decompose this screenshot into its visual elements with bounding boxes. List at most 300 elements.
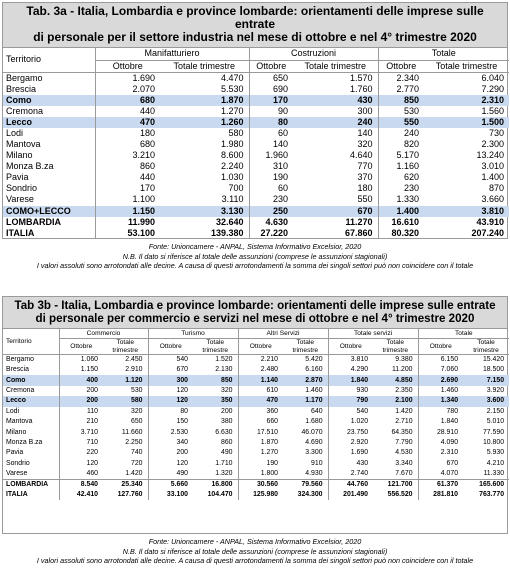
cell: 2.250 bbox=[125, 438, 143, 446]
rounding-note: I valori assoluti sono arrotondati alle decine. A causa di questi arrotondamenti la somma dei singoli settori può non coincidere con il totale bbox=[36, 556, 474, 565]
cell: 650 bbox=[249, 72, 293, 84]
cell: 25.340 bbox=[103, 479, 148, 490]
table-3b-notes bbox=[0, 537, 510, 566]
sub-totale-trimestre: Totale trimestre bbox=[435, 60, 498, 71]
table-row-highlight bbox=[3, 206, 509, 217]
cell: 710 bbox=[59, 438, 103, 448]
cell: 4.070 bbox=[418, 469, 463, 480]
cell: 3.810 bbox=[424, 206, 509, 217]
cell: 3.340 bbox=[395, 459, 413, 467]
table-row-total bbox=[3, 479, 509, 490]
cell: 1.100 bbox=[95, 194, 160, 205]
cell: 10.800 bbox=[482, 438, 505, 446]
cell: 580 bbox=[228, 127, 244, 138]
sub-totale-trimestre: Totale trimestre bbox=[173, 60, 236, 71]
cell: 1.520 bbox=[193, 355, 238, 366]
row-label: Lecco bbox=[3, 117, 95, 128]
cell: 32.640 bbox=[215, 216, 244, 227]
cell: 400 bbox=[59, 375, 103, 385]
table-row bbox=[3, 427, 509, 437]
cell: 18.500 bbox=[482, 366, 505, 374]
group-turismo: Turismo bbox=[148, 329, 238, 339]
cell: 5.420 bbox=[283, 355, 328, 366]
cell: 550 bbox=[357, 194, 373, 205]
sub-totale-l1: Totale bbox=[296, 339, 315, 346]
cell: 1.460 bbox=[305, 386, 323, 394]
cell: 1.840 bbox=[418, 417, 463, 427]
table-row bbox=[3, 365, 509, 375]
table-row bbox=[3, 183, 509, 194]
sub-ottobre: Ottobre bbox=[95, 60, 160, 72]
cell: 320 bbox=[221, 386, 233, 394]
sub-totale-l2: trimestre bbox=[292, 346, 319, 354]
cell: 7.290 bbox=[481, 83, 504, 94]
cell: 140 bbox=[357, 127, 373, 138]
source-note: Fonte: Unioncamere - ANPAL, Sistema Informativo Excelsior, 2020 bbox=[148, 242, 362, 251]
cell: 470 bbox=[238, 396, 283, 406]
sub-ottobre: Ottobre bbox=[59, 339, 103, 355]
cell: 300 bbox=[357, 105, 373, 116]
cell: 4.690 bbox=[305, 438, 323, 446]
row-label: Bergamo bbox=[3, 355, 59, 366]
sub-ottobre: Ottobre bbox=[328, 339, 373, 355]
row-label: Brescia bbox=[6, 83, 37, 94]
row-label: Sondrio bbox=[6, 459, 30, 467]
cell: 4.630 bbox=[249, 217, 293, 228]
cell: 120 bbox=[148, 459, 193, 469]
cell: 310 bbox=[249, 161, 293, 172]
sub-totale-trimestre bbox=[103, 339, 148, 355]
cell: 490 bbox=[221, 449, 233, 457]
cell: 860 bbox=[221, 438, 233, 446]
sub-ottobre: Ottobre bbox=[418, 339, 463, 355]
cell: 1.140 bbox=[238, 375, 283, 385]
cell: 11.330 bbox=[483, 469, 505, 477]
cell: 27.220 bbox=[249, 228, 293, 239]
cell: 5.010 bbox=[486, 418, 505, 426]
cell: 740 bbox=[131, 449, 143, 457]
cell: 1.270 bbox=[238, 448, 283, 458]
cell: 2.130 bbox=[215, 366, 233, 374]
sub-totale-l1: Totale bbox=[477, 339, 495, 346]
table-3a bbox=[2, 2, 508, 239]
sub-totale-l1: Totale bbox=[386, 339, 405, 346]
cell: 1.870 bbox=[238, 438, 283, 448]
row-label: Milano bbox=[6, 150, 33, 161]
cell: 320 bbox=[131, 407, 143, 415]
group-manifatturiero: Manifatturiero bbox=[95, 48, 249, 60]
cell: 680 bbox=[95, 139, 160, 150]
cell: 230 bbox=[378, 183, 424, 194]
row-label: Como bbox=[3, 95, 95, 106]
sub-totale-trimestre: Totale trimestre bbox=[304, 60, 367, 71]
row-label: Mantova bbox=[6, 418, 33, 426]
table-row bbox=[3, 355, 509, 366]
cell: 1.020 bbox=[328, 417, 373, 427]
cell: 13.240 bbox=[476, 150, 504, 161]
cell: 80 bbox=[148, 407, 193, 417]
group-commercio: Commercio bbox=[59, 329, 148, 339]
table-3b bbox=[2, 296, 508, 534]
cell: 2.070 bbox=[95, 84, 160, 95]
cell: 3.920 bbox=[486, 386, 505, 394]
cell: 281.810 bbox=[418, 490, 463, 500]
cell: 4.210 bbox=[486, 459, 505, 467]
table-row-total bbox=[3, 228, 509, 239]
table-row bbox=[3, 172, 509, 183]
cell: 16.800 bbox=[193, 479, 238, 490]
cell: 240 bbox=[293, 117, 378, 128]
table-row bbox=[3, 459, 509, 469]
cell: 190 bbox=[238, 459, 283, 469]
cell: 9.380 bbox=[373, 355, 418, 366]
cell: 125.980 bbox=[238, 490, 283, 500]
cell: 3.600 bbox=[463, 396, 509, 406]
table-3a-title-line2: di personale per il settore industria nel mese di ottobre e nel 4° trimestre 2020 bbox=[33, 30, 477, 44]
cell: 1.870 bbox=[160, 95, 249, 106]
cell: 430 bbox=[293, 95, 378, 106]
cell: 121.700 bbox=[373, 479, 418, 490]
cell: 67.860 bbox=[344, 227, 373, 238]
table-3a-grid bbox=[3, 48, 509, 239]
cell: 650 bbox=[131, 418, 143, 426]
cell: 3.710 bbox=[59, 427, 103, 437]
cell: 2.350 bbox=[395, 386, 413, 394]
table-row bbox=[3, 128, 509, 139]
cell: 4.090 bbox=[418, 438, 463, 448]
group-totale: Totale bbox=[418, 329, 509, 339]
cell: 2.710 bbox=[395, 418, 413, 426]
cell: 2.210 bbox=[238, 355, 283, 366]
cell: 2.530 bbox=[148, 427, 193, 437]
cell: 180 bbox=[357, 183, 373, 194]
cell: 660 bbox=[238, 417, 283, 427]
cell: 670 bbox=[418, 459, 463, 469]
cell: 1.270 bbox=[220, 105, 244, 116]
sub-totale-l2: trimestre bbox=[473, 346, 499, 354]
cell: 700 bbox=[228, 183, 244, 194]
cell: 1.260 bbox=[160, 117, 249, 128]
cell: 170 bbox=[95, 183, 160, 194]
cell: 28.910 bbox=[418, 427, 463, 437]
cell: 80 bbox=[249, 117, 293, 128]
cell: 46.070 bbox=[301, 428, 323, 436]
cell: 3.110 bbox=[221, 194, 244, 205]
cell: 820 bbox=[378, 139, 424, 150]
cell: 200 bbox=[148, 448, 193, 458]
cell: 2.300 bbox=[481, 139, 504, 150]
table-3b-header-sub bbox=[3, 339, 509, 355]
cell: 340 bbox=[148, 438, 193, 448]
row-label: Milano bbox=[6, 428, 27, 436]
cell: 11.660 bbox=[121, 428, 143, 436]
row-label: Lodi bbox=[6, 127, 24, 138]
cell: 930 bbox=[328, 386, 373, 396]
col-territorio: Territorio bbox=[6, 338, 32, 345]
cell: 620 bbox=[378, 172, 424, 183]
cell: 4.470 bbox=[160, 72, 249, 84]
cell: 80.320 bbox=[378, 228, 424, 239]
cell: 670 bbox=[148, 365, 193, 375]
cell: 2.920 bbox=[328, 438, 373, 448]
cell: 2.240 bbox=[220, 161, 244, 172]
cell: 640 bbox=[311, 407, 323, 415]
cell: 1.320 bbox=[215, 469, 233, 477]
cell: 15.420 bbox=[463, 355, 509, 366]
cell: 430 bbox=[328, 459, 373, 469]
cell: 730 bbox=[488, 127, 504, 138]
cell: 460 bbox=[59, 469, 103, 480]
cell: 2.340 bbox=[378, 72, 424, 84]
cell: 110 bbox=[59, 407, 103, 417]
cell: 1.330 bbox=[378, 194, 424, 205]
cell: 60 bbox=[249, 183, 293, 194]
cell: 11.270 bbox=[345, 216, 373, 227]
cell: 210 bbox=[59, 417, 103, 427]
cell: 44.760 bbox=[328, 479, 373, 490]
cell: 1.160 bbox=[378, 161, 424, 172]
row-label: Cremona bbox=[6, 386, 35, 394]
cell: 16.610 bbox=[378, 217, 424, 228]
cell: 2.690 bbox=[418, 375, 463, 385]
row-label: Sondrio bbox=[6, 183, 38, 194]
table-3b-body bbox=[3, 355, 509, 501]
cell: 6.150 bbox=[418, 355, 463, 366]
sub-ottobre: Ottobre bbox=[238, 339, 283, 355]
cell: 150 bbox=[148, 417, 193, 427]
cell: 3.300 bbox=[305, 449, 323, 457]
table-row-highlight bbox=[3, 396, 509, 406]
table-row bbox=[3, 194, 509, 205]
cell: 4.290 bbox=[328, 365, 373, 375]
cell: 540 bbox=[328, 407, 373, 417]
table-3b-header-groups bbox=[3, 329, 509, 339]
cell: 1.060 bbox=[59, 355, 103, 366]
cell: 5.530 bbox=[220, 83, 244, 94]
cell: 1.760 bbox=[349, 83, 373, 94]
cell: 120 bbox=[148, 386, 193, 396]
cell: 870 bbox=[488, 183, 504, 194]
cell: 1.680 bbox=[305, 418, 323, 426]
cell: 380 bbox=[221, 418, 233, 426]
row-label: Brescia bbox=[6, 366, 29, 374]
row-label: Como bbox=[3, 375, 59, 385]
sub-ottobre: Ottobre bbox=[378, 60, 424, 72]
cell: 580 bbox=[103, 396, 148, 406]
table-3a-title bbox=[3, 3, 507, 48]
cell: 1.400 bbox=[378, 206, 424, 217]
sub-totale-l1: Totale bbox=[116, 339, 135, 346]
row-label: Lodi bbox=[6, 407, 20, 415]
cell: 1.030 bbox=[220, 172, 244, 183]
cell: 3.130 bbox=[160, 206, 249, 217]
cell: 42.410 bbox=[59, 490, 103, 500]
cell: 7.060 bbox=[418, 365, 463, 375]
table-row-highlight bbox=[3, 117, 509, 128]
source-note: Fonte: Unioncamere - ANPAL, Sistema Informativo Excelsior, 2020 bbox=[148, 537, 362, 546]
cell: 720 bbox=[131, 459, 143, 467]
row-label: LOMBARDIA bbox=[6, 216, 61, 227]
cell: 770 bbox=[357, 161, 373, 172]
sub-totale-trimestre bbox=[373, 339, 418, 355]
row-label: Varese bbox=[6, 469, 28, 477]
sub-totale-l2: trimestre bbox=[112, 346, 139, 354]
row-label: Pavia bbox=[6, 449, 24, 457]
table-row bbox=[3, 106, 509, 117]
cell: 780 bbox=[418, 407, 463, 417]
table-3b-title-line1: Tab 3b - Italia, Lombardia e province lombarde: orientamenti delle imprese sulle entrate bbox=[14, 299, 496, 312]
cell: 1.570 bbox=[293, 72, 378, 84]
table-row bbox=[3, 417, 509, 427]
cell: 8.540 bbox=[59, 479, 103, 490]
cell: 7.670 bbox=[395, 469, 413, 477]
cell: 1.460 bbox=[418, 386, 463, 396]
cell: 200 bbox=[59, 386, 103, 396]
row-label: Monza B.za bbox=[6, 438, 43, 446]
sub-totale-trimestre bbox=[463, 339, 509, 355]
nb-note: N.B. Il dato si riferisce al totale delle assunzioni (comprese le assunzioni stagionali) bbox=[122, 251, 388, 261]
cell: 220 bbox=[59, 448, 103, 458]
cell: 2.770 bbox=[378, 84, 424, 95]
cell: 5.170 bbox=[378, 150, 424, 161]
table-row bbox=[3, 448, 509, 458]
cell: 90 bbox=[249, 106, 293, 117]
cell: 6.160 bbox=[305, 366, 323, 374]
row-label: Lecco bbox=[3, 396, 59, 406]
cell: 3.010 bbox=[481, 161, 504, 172]
cell: 165.600 bbox=[463, 479, 509, 490]
cell: 139.380 bbox=[210, 227, 244, 238]
cell: 1.150 bbox=[95, 206, 160, 217]
row-label: Varese bbox=[6, 194, 34, 205]
cell: 324.300 bbox=[297, 491, 323, 499]
cell: 2.480 bbox=[238, 365, 283, 375]
row-label: Mantova bbox=[6, 139, 41, 150]
cell: 4.930 bbox=[305, 469, 323, 477]
col-territorio: Territorio bbox=[6, 54, 42, 65]
table-3b-title bbox=[3, 297, 507, 329]
cell: 2.150 bbox=[486, 407, 505, 415]
cell: 4.530 bbox=[395, 449, 413, 457]
cell: 470 bbox=[95, 117, 160, 128]
table-3b-title-line2: di personale per commercio e servizi nel mese di ottobre e nel 4° trimestre 2020 bbox=[35, 312, 475, 325]
cell: 1.710 bbox=[215, 459, 233, 467]
row-label: Bergamo bbox=[3, 72, 95, 84]
cell: 1.150 bbox=[59, 365, 103, 375]
table-3a-notes bbox=[0, 242, 510, 271]
cell: 1.690 bbox=[328, 448, 373, 458]
sub-totale-l2: trimestre bbox=[382, 346, 409, 354]
cell: 690 bbox=[249, 84, 293, 95]
row-label: LOMBARDIA bbox=[3, 479, 59, 490]
table-row bbox=[3, 150, 509, 161]
cell: 2.310 bbox=[424, 95, 509, 106]
cell: 2.450 bbox=[103, 355, 148, 366]
cell: 11.200 bbox=[391, 366, 413, 374]
cell: 540 bbox=[148, 355, 193, 366]
cell: 200 bbox=[221, 407, 233, 415]
cell: 370 bbox=[357, 172, 373, 183]
table-row bbox=[3, 438, 509, 448]
table-row-highlight bbox=[3, 95, 509, 106]
cell: 5.930 bbox=[486, 449, 505, 457]
table-row bbox=[3, 386, 509, 396]
cell: 1.840 bbox=[328, 375, 373, 385]
table-row-highlight bbox=[3, 375, 509, 385]
group-totale: Totale bbox=[378, 48, 509, 60]
cell: 250 bbox=[249, 206, 293, 217]
cell: 860 bbox=[95, 161, 160, 172]
cell: 8.600 bbox=[220, 150, 244, 161]
cell: 207.240 bbox=[471, 227, 504, 238]
table-row bbox=[3, 161, 509, 172]
cell: 1.800 bbox=[238, 469, 283, 480]
table-row bbox=[3, 469, 509, 480]
table-row bbox=[3, 72, 509, 84]
cell: 5.660 bbox=[148, 479, 193, 490]
cell: 201.490 bbox=[328, 490, 373, 500]
sub-totale-l2: trimestre bbox=[202, 346, 229, 354]
cell: 64.350 bbox=[391, 428, 413, 436]
cell: 680 bbox=[95, 95, 160, 106]
cell: 790 bbox=[328, 396, 373, 406]
cell: 3.660 bbox=[481, 194, 504, 205]
cell: 850 bbox=[193, 375, 238, 385]
cell: 120 bbox=[59, 459, 103, 469]
cell: 170 bbox=[249, 95, 293, 106]
cell: 61.370 bbox=[418, 479, 463, 490]
cell: 1.500 bbox=[424, 117, 509, 128]
group-costruzioni: Costruzioni bbox=[249, 48, 378, 60]
row-label: Pavia bbox=[6, 172, 29, 183]
cell: 7.150 bbox=[463, 375, 509, 385]
cell: 30.560 bbox=[238, 479, 283, 490]
cell: 530 bbox=[131, 386, 143, 394]
cell: 1.560 bbox=[481, 105, 504, 116]
cell: 4.850 bbox=[373, 375, 418, 385]
cell: 850 bbox=[378, 95, 424, 106]
cell: 490 bbox=[148, 469, 193, 480]
cell: 1.420 bbox=[125, 469, 143, 477]
cell: 320 bbox=[357, 139, 373, 150]
cell: 1.690 bbox=[95, 72, 160, 84]
sub-totale-l1: Totale bbox=[206, 339, 225, 346]
cell: 360 bbox=[238, 407, 283, 417]
row-label: COMO+LECCO bbox=[3, 206, 95, 217]
group-totale-servizi: Totale servizi bbox=[328, 329, 418, 339]
sub-ottobre: Ottobre bbox=[148, 339, 193, 355]
row-label: ITALIA bbox=[6, 227, 35, 238]
cell: 2.910 bbox=[125, 366, 143, 374]
table-row bbox=[3, 84, 509, 95]
cell: 104.470 bbox=[207, 491, 233, 499]
nb-note: N.B. Il dato si riferisce al totale delle assunzioni (comprese le assunzioni stagionali) bbox=[122, 546, 388, 556]
cell: 7.790 bbox=[395, 438, 413, 446]
cell: 140 bbox=[249, 139, 293, 150]
cell: 77.590 bbox=[482, 428, 505, 436]
cell: 2.310 bbox=[418, 448, 463, 458]
cell: 4.640 bbox=[349, 150, 373, 161]
cell: 350 bbox=[193, 396, 238, 406]
table-row-total bbox=[3, 217, 509, 228]
cell: 1.400 bbox=[481, 172, 504, 183]
cell: 6.630 bbox=[215, 428, 233, 436]
cell: 17.510 bbox=[238, 427, 283, 437]
cell: 763.770 bbox=[479, 491, 505, 499]
cell: 53.100 bbox=[95, 228, 160, 239]
cell: 180 bbox=[95, 128, 160, 139]
sub-ottobre: Ottobre bbox=[249, 60, 293, 72]
